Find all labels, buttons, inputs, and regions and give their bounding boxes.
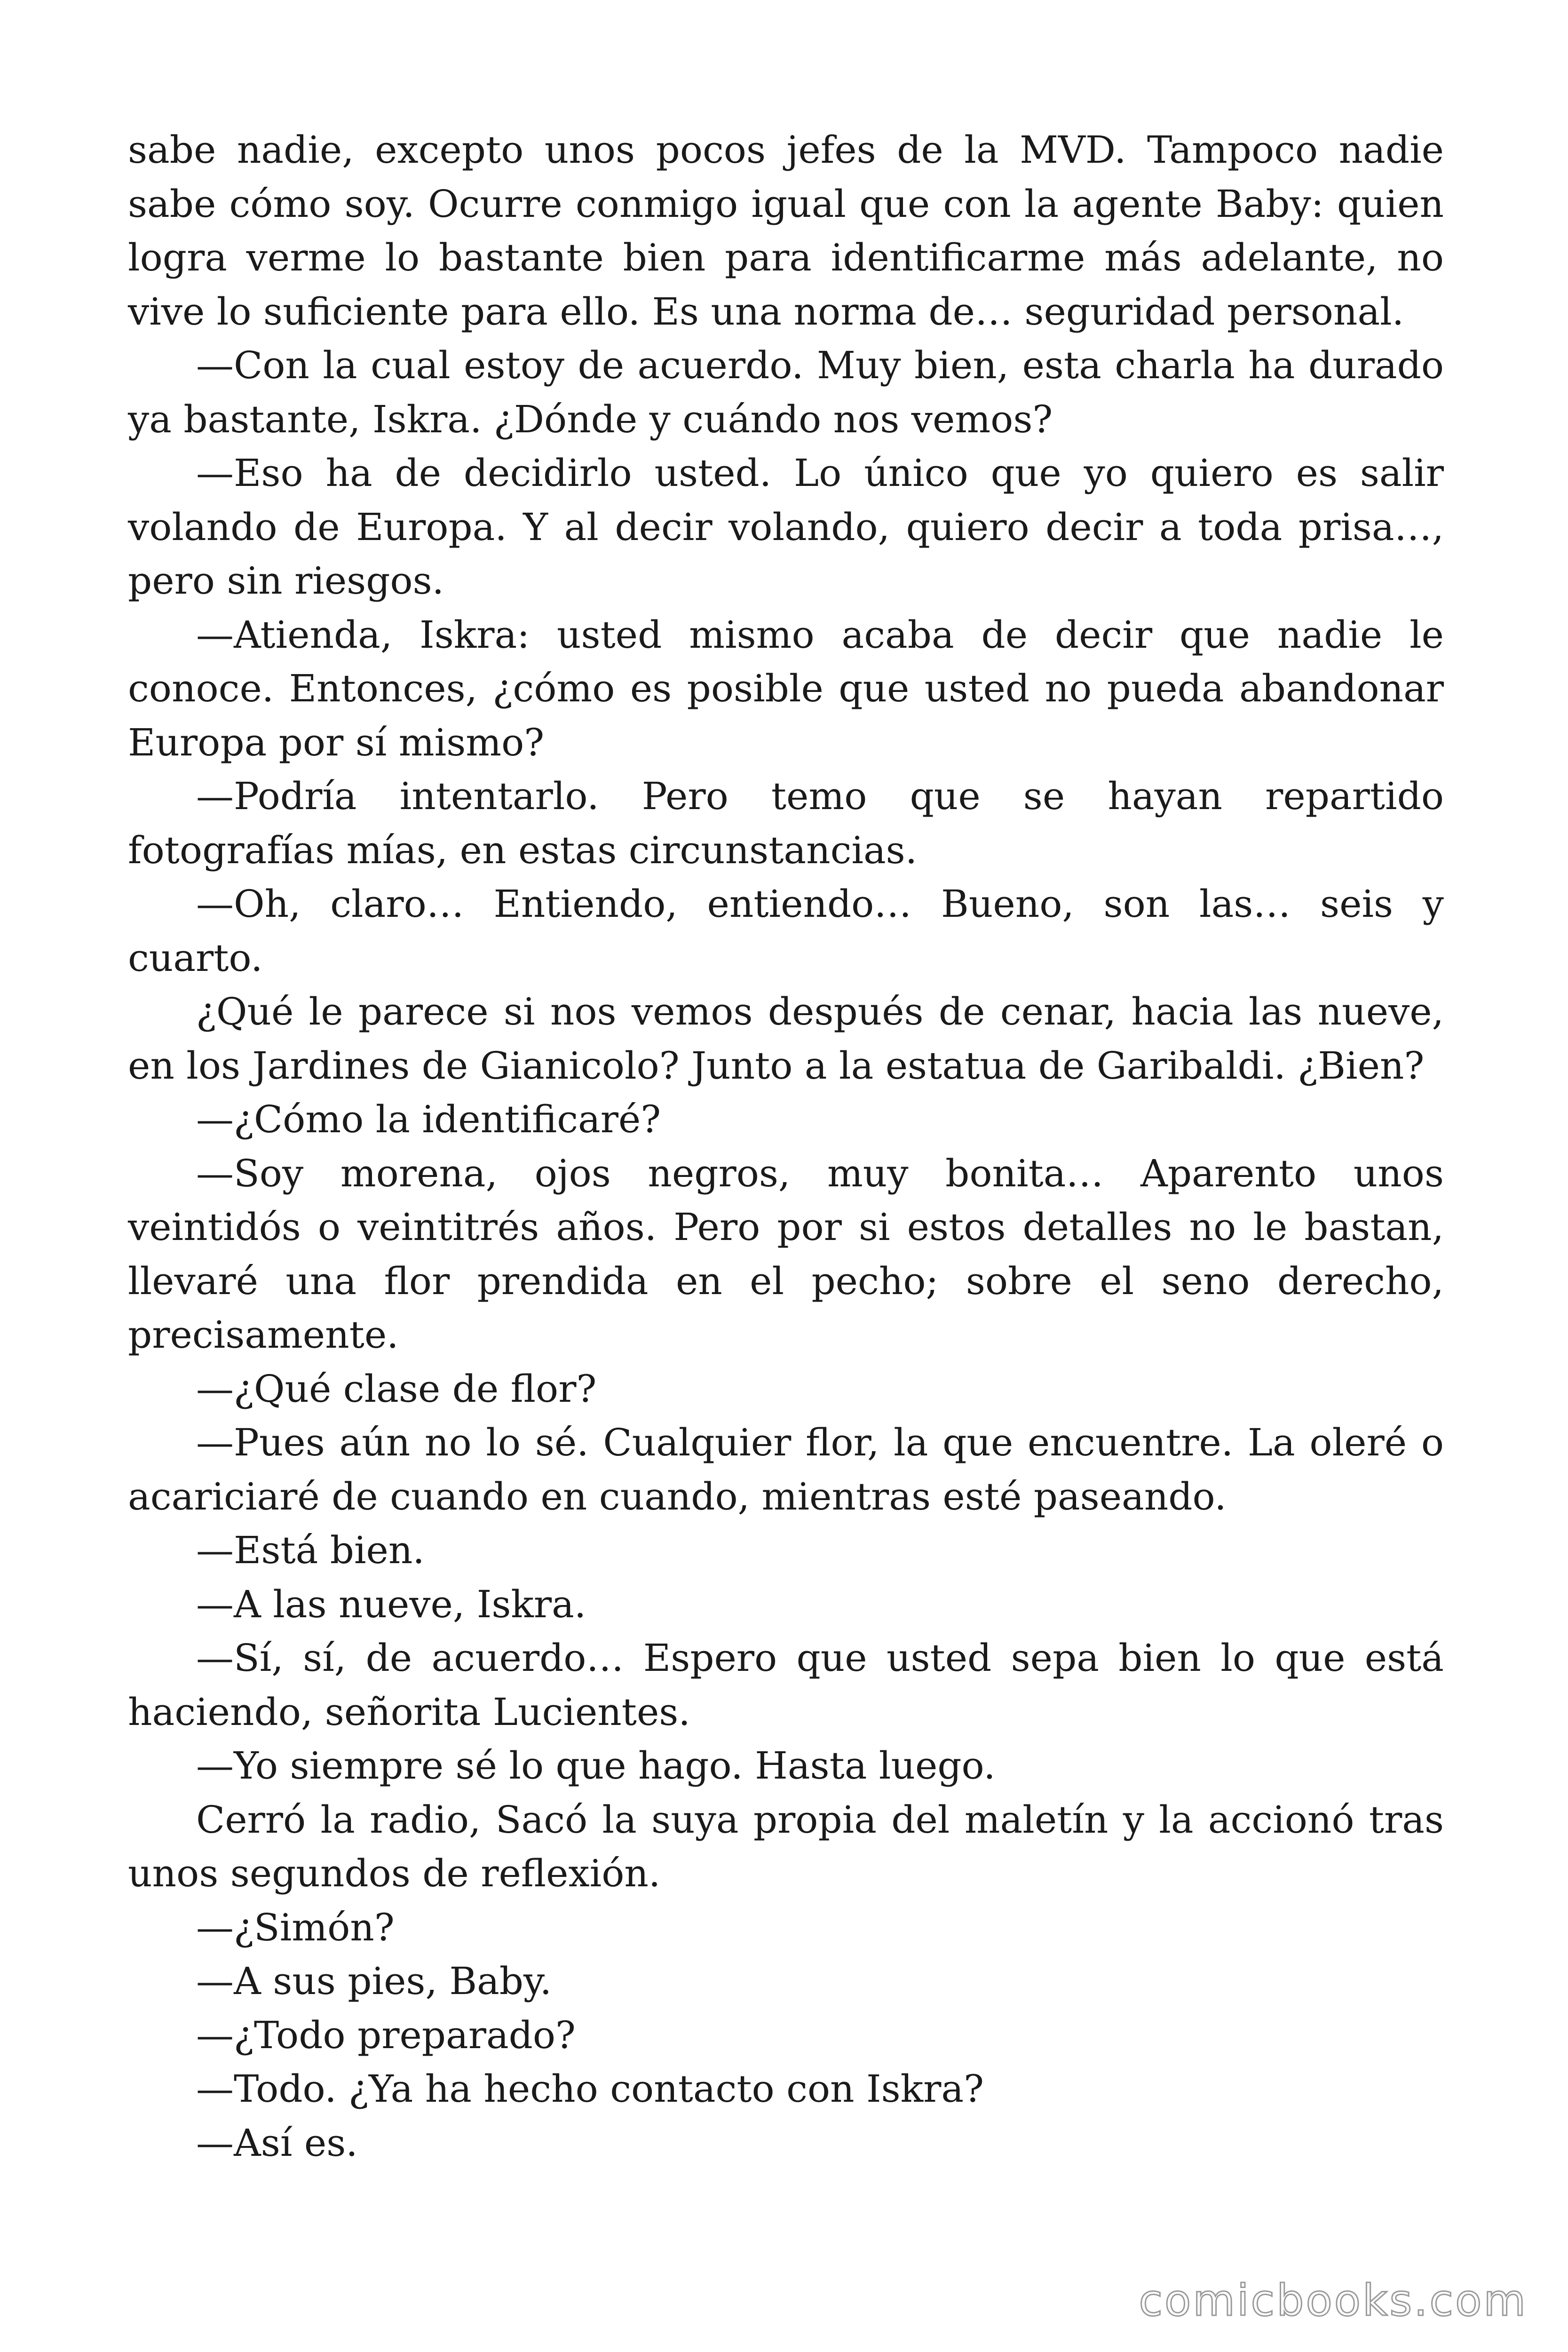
paragraph: —Está bien. <box>196 1528 425 1572</box>
paragraph: ¿Qué le parece si nos vemos después de cenar, hacia las nueve, en los Jardines de Gianicolo? Junto a la estatua de Garibaldi. ¿Bien? <box>128 990 1444 1088</box>
paragraph: —Yo siempre sé lo que hago. Hasta luego. <box>196 1744 996 1788</box>
page-body <box>128 123 1444 2170</box>
watermark: comicbooks.com <box>1139 2275 1528 2326</box>
paragraph: sabe nadie, excepto unos pocos jefes de la MVD. Tampoco nadie sabe cómo soy. Ocurre conmigo igual que con la agente Baby: quien logra verme lo bastante bien para identificarme más adelante, no vive lo suficiente para ello. Es una norma de… seguridad personal. <box>128 128 1444 334</box>
paragraph: —Oh, claro… Entiendo, entiendo… Bueno, son las… seis y cuarto. <box>128 882 1444 980</box>
paragraph: —A las nueve, Iskra. <box>196 1582 586 1626</box>
paragraph: —¿Todo preparado? <box>196 2013 576 2057</box>
paragraph: —Eso ha de decidirlo usted. Lo único que yo quiero es salir volando de Europa. Y al decir volando, quiero decir a toda prisa…, pero sin riesgos. <box>128 451 1444 603</box>
paragraph: —Atienda, Iskra: usted mismo acaba de decir que nadie le conoce. Entonces, ¿cómo es posible que usted no pueda abandonar Europa por sí mismo? <box>128 612 1444 764</box>
paragraph: —A sus pies, Baby. <box>196 1959 552 2003</box>
paragraph: —Pues aún no lo sé. Cualquier flor, la que encuentre. La oleré o acariciaré de cuando en cuando, mientras esté paseando. <box>128 1421 1444 1518</box>
paragraph: —¿Qué clase de flor? <box>196 1367 597 1411</box>
paragraph: —Con la cual estoy de acuerdo. Muy bien, esta charla ha durado ya bastante, Iskra. ¿Dónde y cuándo nos vemos? <box>128 343 1444 441</box>
paragraph: —¿Simón? <box>196 1905 395 1949</box>
paragraph: —Así es. <box>196 2121 358 2165</box>
paragraph: —Soy morena, ojos negros, muy bonita… Aparento unos veintidós o veintitrés años. Pero por si estos detalles no le bastan, llevaré una flor prendida en el pecho; sobre el seno derecho, precisamente. <box>128 1151 1444 1357</box>
paragraph: —¿Cómo la identificaré? <box>196 1097 661 1141</box>
paragraph: —Todo. ¿Ya ha hecho contacto con Iskra? <box>196 2067 984 2111</box>
paragraph: —Podría intentarlo. Pero temo que se hayan repartido fotografías mías, en estas circunstancias. <box>128 774 1444 872</box>
paragraph: Cerró la radio, Sacó la suya propia del maletín y la accionó tras unos segundos de reflexión. <box>128 1797 1444 1895</box>
paragraph: —Sí, sí, de acuerdo… Espero que usted sepa bien lo que está haciendo, señorita Lucientes. <box>128 1636 1444 1734</box>
